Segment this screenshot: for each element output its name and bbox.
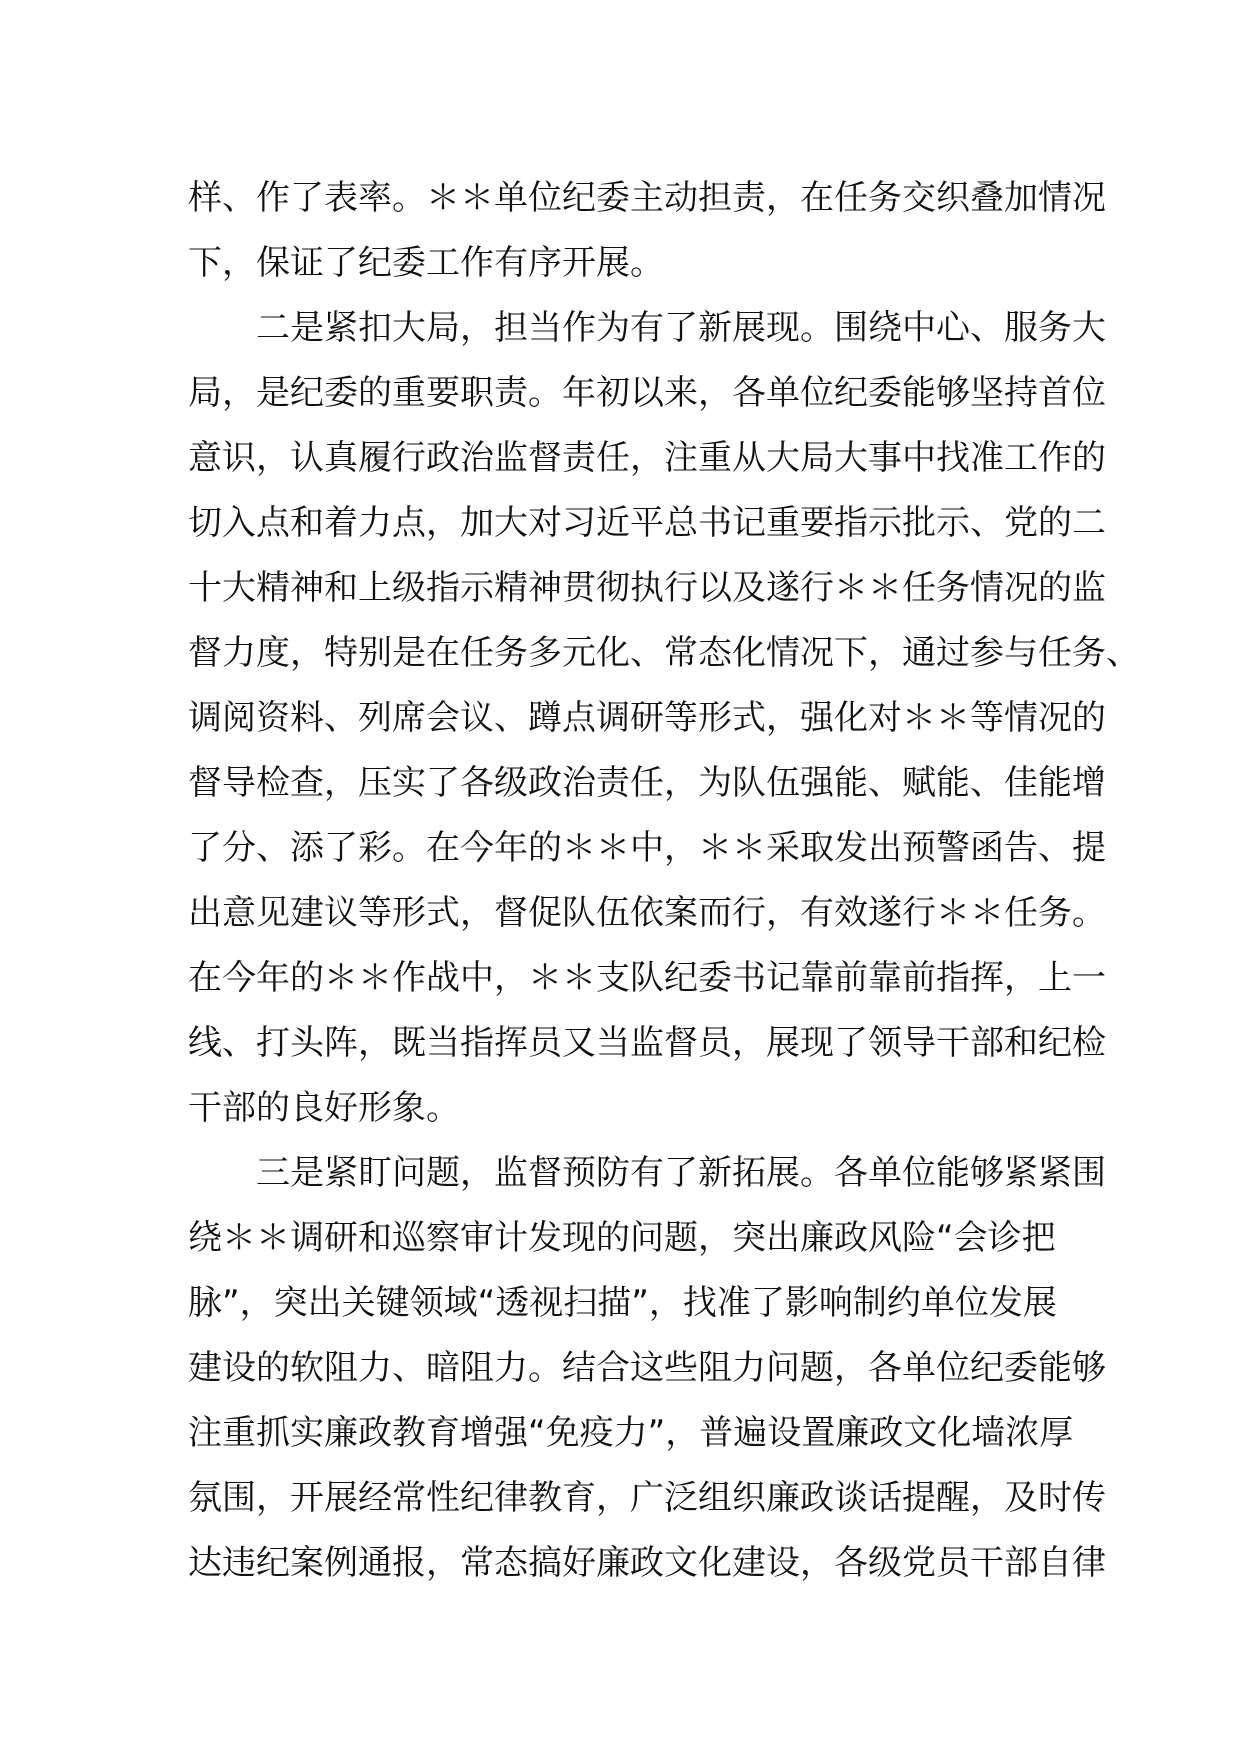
text-line: 脉”，突出关键领域“透视扫描”，找准了影响制约单位发展 [188, 1283, 1057, 1323]
text-line: 督导检查，压实了各级政治责任，为队伍强能、赋能、佳能增 [188, 763, 1106, 803]
text-line: 在今年的＊＊作战中，＊＊支队纪委书记靠前靠前指挥，上一 [188, 958, 1106, 998]
text-line: 下，保证了纪委工作有序开展。 [188, 243, 664, 283]
paragraph-start-line: 三是紧盯问题，监督预防有了新拓展。各单位能够紧紧围 [256, 1153, 1106, 1193]
text-line: 督力度，特别是在任务多元化、常态化情况下，通过参与任务、 [188, 633, 1140, 673]
text-line: 切入点和着力点，加大对习近平总书记重要指示批示、党的二 [188, 503, 1106, 543]
text-line: 绕＊＊调研和巡察审计发现的问题，突出廉政风险“会诊把 [188, 1218, 1056, 1258]
text-line: 线、打头阵，既当指挥员又当监督员，展现了领导干部和纪检 [188, 1023, 1106, 1063]
text-line: 调阅资料、列席会议、蹲点调研等形式，强化对＊＊等情况的 [188, 698, 1106, 738]
text-line: 建设的软阻力、暗阻力。结合这些阻力问题，各单位纪委能够 [188, 1348, 1106, 1388]
text-line: 干部的良好形象。 [188, 1088, 460, 1128]
text-line: 意识，认真履行政治监督责任，注重从大局大事中找准工作的 [188, 438, 1106, 478]
text-line: 了分、添了彩。在今年的＊＊中，＊＊采取发出预警函告、提 [188, 828, 1106, 868]
text-line: 十大精神和上级指示精神贯彻执行以及遂行＊＊任务情况的监 [188, 568, 1106, 608]
text-line: 样、作了表率。＊＊单位纪委主动担责，在任务交织叠加情况 [188, 178, 1106, 218]
document-body [188, 166, 1140, 1596]
text-line: 氛围，开展经常性纪律教育，广泛组织廉政谈话提醒，及时传 [188, 1478, 1106, 1518]
text-line: 出意见建议等形式，督促队伍依案而行，有效遂行＊＊任务。 [188, 893, 1106, 933]
text-line: 局，是纪委的重要职责。年初以来，各单位纪委能够坚持首位 [188, 373, 1106, 413]
paragraph-start-line: 二是紧扣大局，担当作为有了新展现。围绕中心、服务大 [256, 308, 1106, 348]
text-line: 达违纪案例通报，常态搞好廉政文化建设，各级党员干部自律 [188, 1543, 1106, 1583]
text-line: 注重抓实廉政教育增强“免疫力”，普遍设置廉政文化墙浓厚 [188, 1413, 1074, 1453]
